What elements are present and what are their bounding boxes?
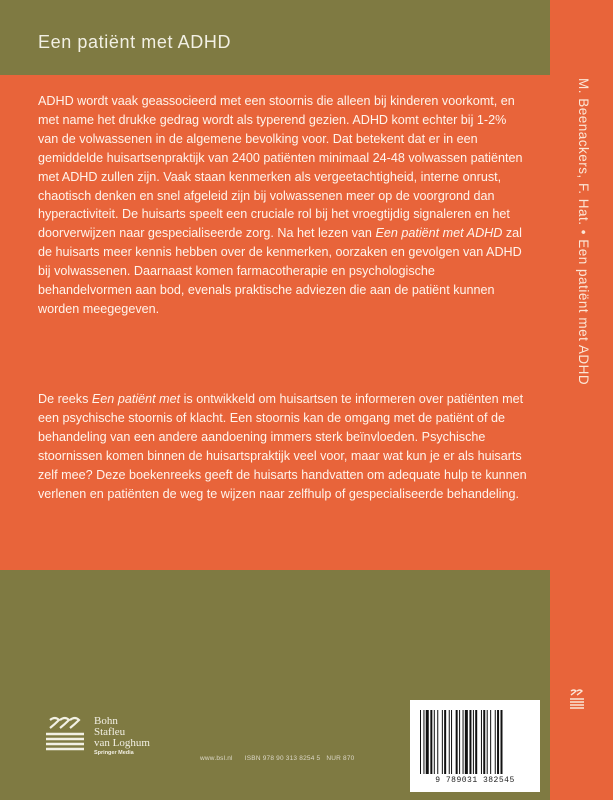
barcode-bar (495, 710, 496, 774)
spine-author-title: M. Beenackers, F. Hat. • Een patiënt met ADHD (576, 78, 591, 386)
paragraph-2-text-b: is ontwikkeld om huisartsen te informeren over patiënten met een psychische stoornis of klacht. Een stoornis kan de omgang met de patiënt of de behandeling van een andere aandoening immers sterk beïnvloeden. Psychische stoornissen komen binnen de huisartspraktijk veel voor, maar wat kun je er als huisarts zelf mee? Deze boekenreeks geeft de huisarts handvatten om adequate hulp te kunnen verlenen en patiënten de weg te wijzen naar zelfhulp of gespecialiseerde behandeling. (38, 392, 527, 501)
barcode-bar (473, 710, 474, 774)
barcode-bar (481, 710, 482, 774)
barcode-bar (459, 710, 460, 774)
book-title: Een patiënt met ADHD (38, 32, 232, 52)
barcode-bar (442, 710, 443, 774)
barcode-bar (426, 710, 429, 774)
publisher-line-1: Bohn (94, 715, 118, 727)
barcode-bar (456, 710, 458, 774)
barcode-bar (444, 710, 446, 774)
barcode-bar (463, 710, 464, 774)
paragraph-1-text-a: ADHD wordt vaak geassocieerd met een stoornis die alleen bij kinderen voorkomt, en met name het drukke gedrag wordt als typerend gezien. ADHD komt echter bij 1-2% van de volwassenen in de algemene bevolking voor. Dat betekent dat er in een gemiddelde huisartsenpraktijk van 2400 patiënten minimaal 24-48 volwassen patiënten met ADHD zullen zijn. Vaak staan kenmerken als vergeetachtigheid, interne onrust, chaotisch denken en snel afgeleid zijn bij volwassenen meer op de voorgrond dan hyperactiviteit. De huisarts speelt een cruciale rol bij het vroegtijdig signaleren en het doorverwijzen naar gespecialiseerde zorg. Na het lezen van (38, 94, 523, 241)
barcode-bar (483, 710, 485, 774)
isbn-barcode (410, 700, 540, 792)
publisher-logo-icon (42, 714, 88, 754)
barcode-bar (490, 710, 491, 774)
paragraph-1-text-b: zal de huisarts meer kennis hebben over de kenmerken, oorzaken en gevolgen van ADHD bij volwassenen. Daarnaast komen farmacotherapie en psychologische behandelvormen aan bod, evenals praktische adviezen die aan de patiënt kunnen worden meegegeven. (38, 226, 522, 316)
barcode-bar (420, 710, 421, 774)
barcode-bar (465, 710, 468, 774)
barcode-bars (418, 710, 532, 774)
barcode-bar (501, 710, 503, 774)
barcode-bar (487, 710, 488, 774)
description-paragraph-1 (38, 92, 528, 319)
imprint-line: www.bsl.nl ISBN 978 90 313 8254 5 NUR 870 (200, 755, 355, 762)
publisher-line-4: Springer Media (94, 750, 134, 756)
spine-publisher-logo-icon (568, 688, 586, 710)
barcode-digits: 9 789031 382545 (435, 776, 515, 785)
barcode-bar (475, 710, 477, 774)
description-paragraph-2 (38, 390, 528, 503)
barcode-bar (497, 710, 499, 774)
publisher-name (94, 716, 150, 758)
paragraph-2-series-title: Een patiënt met (91, 392, 181, 406)
publisher-line-3: van Loghum (94, 737, 150, 749)
barcode-bar (430, 710, 432, 774)
barcode-bar (437, 710, 438, 774)
barcode-bar (469, 710, 471, 774)
paragraph-1-book-title: Een patiënt met ADHD (375, 226, 503, 241)
barcode-bar (451, 710, 452, 774)
barcode-bar (423, 710, 424, 774)
paragraph-2-text-a: De reeks (38, 392, 92, 406)
barcode-bar (449, 710, 450, 774)
publisher-line-2: Stafleu (94, 726, 126, 738)
barcode-bar (434, 710, 435, 774)
